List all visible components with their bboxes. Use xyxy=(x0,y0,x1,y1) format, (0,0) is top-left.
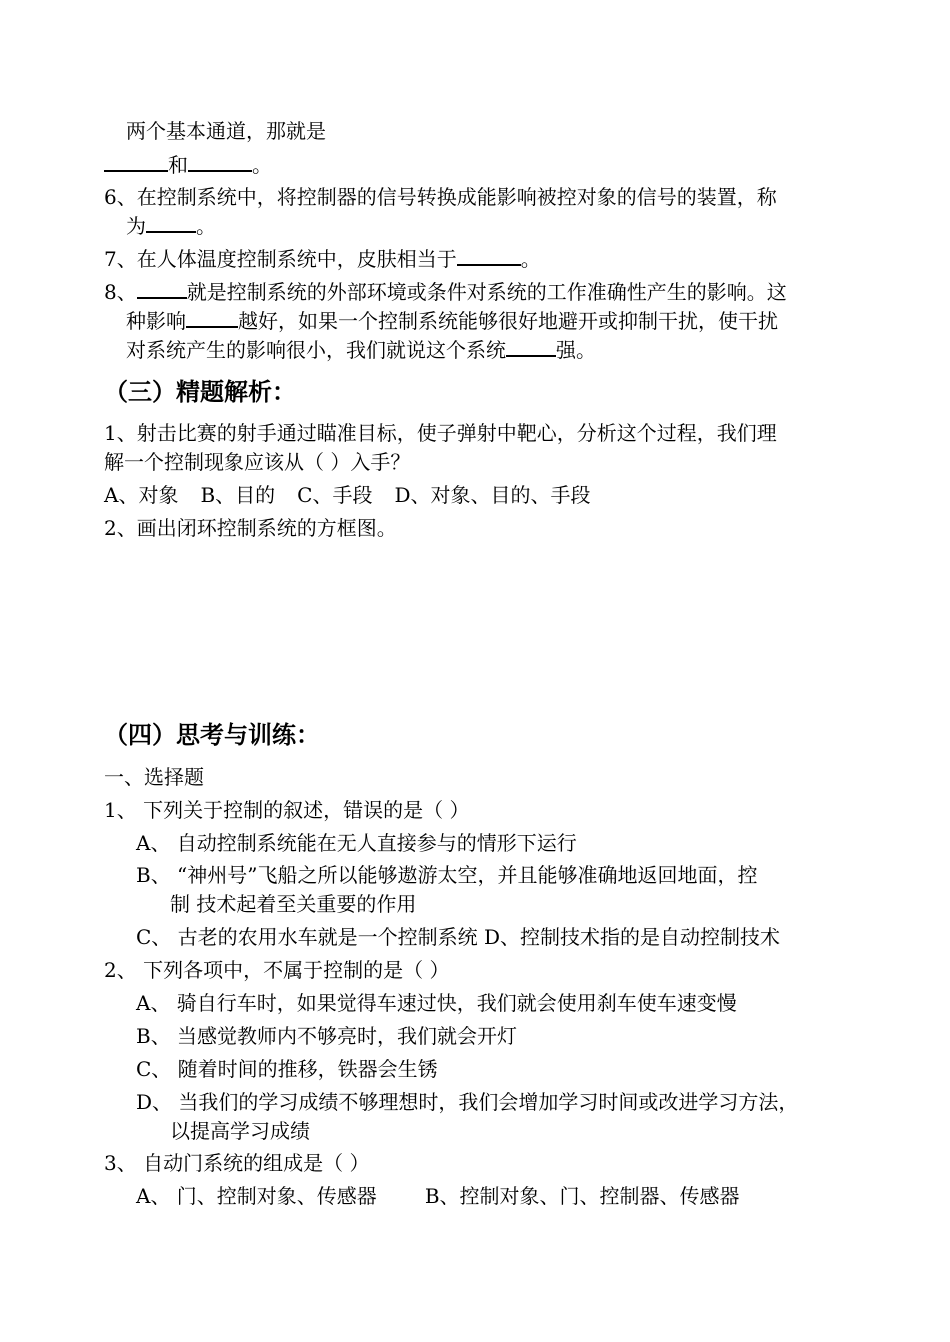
option-a: A、对象 xyxy=(104,483,179,507)
blank-line xyxy=(457,246,521,266)
q7-text: 7、在人体温度控制系统中，皮肤相当于 xyxy=(104,247,457,271)
option-c: C、手段 xyxy=(297,483,373,507)
q6-text2: 为 xyxy=(126,214,146,238)
q8-text1: 就是控制系统的外部环境或条件对系统的工作准确性产生的影响。这 xyxy=(186,280,787,304)
q5-end: 。 xyxy=(252,153,272,177)
q5-line2 xyxy=(104,152,272,178)
s4-q2-c: C、 随着时间的推移，铁器会生锈 xyxy=(136,1057,438,1081)
q8-text2b: 越好，如果一个控制系统能够很好地避开或抑制干扰，使干扰 xyxy=(238,309,778,333)
s4-q3-options xyxy=(136,1183,740,1209)
q6-text: 6、在控制系统中，将控制器的信号转换成能影响被控对象的信号的装置，称 xyxy=(104,185,777,209)
option-b: B、控制对象、门、控制器、传感器 xyxy=(424,1184,740,1208)
q5-text: 两个基本通道，那就是 xyxy=(126,119,326,143)
q8-line3 xyxy=(126,337,596,363)
q5-and: 和 xyxy=(168,153,188,177)
blank-line xyxy=(506,337,556,357)
section4-title: （四）思考与训练： xyxy=(104,721,320,749)
s4-q2-d2: 以提高学习成绩 xyxy=(170,1119,310,1143)
s4-q1-a: A、 自动控制系统能在无人直接参与的情形下运行 xyxy=(136,831,577,855)
s4-q2-d1: D、 当我们的学习成绩不够理想时，我们会增加学习时间或改进学习方法， xyxy=(136,1090,799,1114)
s4-q1-b2: 制 技术起着至关重要的作用 xyxy=(170,892,417,916)
blank-line xyxy=(137,279,187,299)
s4-q1: 1、 下列关于控制的叙述，错误的是（ ） xyxy=(104,798,470,822)
blank-line xyxy=(146,213,196,233)
q8-text2a: 种影响 xyxy=(126,309,186,333)
s4-q1-b1: B、 “神州号”飞船之所以能够遨游太空，并且能够准确地返回地面，控 xyxy=(136,863,758,887)
q7-line xyxy=(104,246,541,272)
q8-line2 xyxy=(126,308,778,334)
s3-q1-line1: 1、射击比赛的射手通过瞄准目标，使子弹射中靶心，分析这个过程，我们理 xyxy=(104,421,777,445)
s4-part1: 一、选择题 xyxy=(104,765,204,789)
q7-end: 。 xyxy=(520,247,541,271)
s3-q1-line2: 解一个控制现象应该从（ ）入手？ xyxy=(104,450,411,474)
blank-line xyxy=(104,152,168,172)
q5-line1 xyxy=(126,118,326,144)
option-b: B、目的 xyxy=(200,483,276,507)
q6-line2 xyxy=(126,213,216,239)
section3-title: （三）精题解析： xyxy=(104,378,296,406)
q8-line1 xyxy=(104,279,787,305)
q8-text3a: 对系统产生的影响很小，我们就说这个系统 xyxy=(126,338,506,362)
option-d: D、对象、目的、手段 xyxy=(394,483,591,507)
q6-end: 。 xyxy=(196,214,216,238)
blank-line xyxy=(186,308,238,328)
s3-q1-options xyxy=(104,482,591,508)
s4-q2-b: B、 当感觉教师内不够亮时，我们就会开灯 xyxy=(136,1024,518,1048)
q6-line1 xyxy=(104,184,777,210)
blank-line xyxy=(188,152,252,172)
s4-q3: 3、 自动门系统的组成是（ ） xyxy=(104,1151,370,1175)
s4-q1-c: C、 古老的农用水车就是一个控制系统 D、控制技术指的是自动控制技术 xyxy=(136,925,781,949)
s3-q2: 2、画出闭环控制系统的方框图。 xyxy=(104,516,397,540)
s4-q2-a: A、 骑自行车时，如果觉得车速过快，我们就会使用刹车使车速变慢 xyxy=(136,991,737,1015)
q8-text3b: 强。 xyxy=(556,338,596,362)
option-a: A、 门、控制对象、传感器 xyxy=(136,1184,377,1208)
s4-q2: 2、 下列各项中，不属于控制的是（ ） xyxy=(104,958,450,982)
q8-num: 8、 xyxy=(104,280,137,304)
